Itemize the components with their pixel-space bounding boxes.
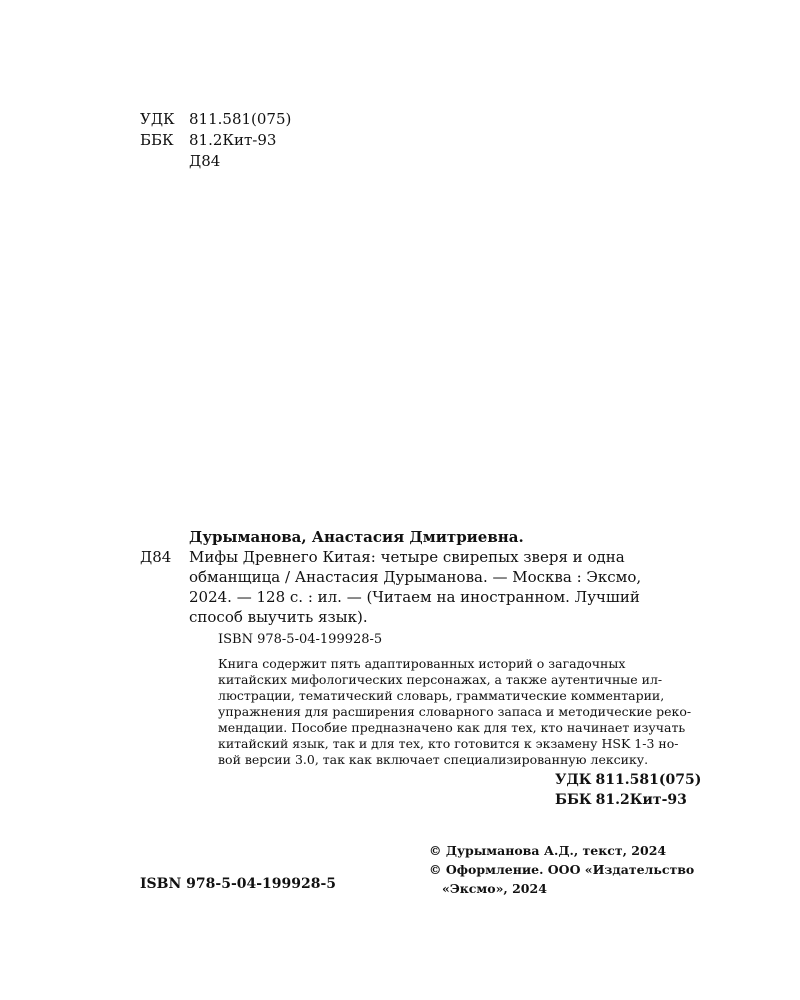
copyright-block [429,841,694,898]
author-mark-label [140,151,189,172]
annotation [218,656,691,768]
card-udc-value: 811.581(075) [595,772,702,788]
bbk-label: ББК [140,131,174,149]
udc-row [140,109,291,130]
udc-label: УДК [140,110,175,128]
annotation-line: Книга содержит пять адаптированных историй о загадочных [218,656,626,671]
annotation-line: китайских мифологических персонажах, а также аутентичные ил- [218,672,663,687]
card-bbk-value: 81.2Кит-93 [595,792,687,808]
copyright-line: © Дурыманова А.Д., текст, 2024 [429,843,667,858]
card-udc-label: УДК [555,772,592,788]
copyright-line: © Оформление. ООО «Издательство [429,862,695,877]
annotation-line: люстрации, тематический словарь, грамматические комментарии, [218,688,665,703]
isbn-bottom: ISBN 978-5-04-199928-5 [140,876,337,892]
bbk-row [140,130,291,151]
author-mark-row [140,151,291,172]
annotation-line: мендации. Пособие предназначено как для тех, кто начинает изучать [218,720,686,735]
card-bbk-label: ББК [555,792,592,808]
catalog-isbn: ISBN 978-5-04-199928-5 [218,632,383,647]
description-line: 2024. — 128 с. : ил. — (Читаем на иностранном. Лучший [189,588,640,606]
top-classification-codes [140,109,291,172]
annotation-line: вой версии 3.0, так как включает специализированную лексику. [218,752,649,767]
udc-value: 811.581(075) [189,110,292,128]
bbk-value: 81.2Кит-93 [189,131,277,149]
annotation-line: упражнения для расширения словарного запаса и методические реко- [218,704,692,719]
bibliographic-description [189,547,641,627]
author-mark-value: Д84 [189,152,221,170]
author-heading: Дурыманова, Анастасия Дмитриевна. [189,528,524,546]
catalog-author-mark: Д84 [140,548,172,566]
description-line: обманщица / Анастасия Дурыманова. — Москва : Эксмо, [189,568,642,586]
annotation-line: китайский язык, так и для тех, кто готовится к экзамену HSK 1-3 но- [218,736,679,751]
description-line: способ выучить язык). [189,608,368,626]
description-line: Мифы Древнего Китая: четыре свирепых зверя и одна [189,548,625,566]
card-udc-row [555,770,701,790]
copyright-line: «Эксмо», 2024 [442,881,547,896]
card-bbk-row [555,790,701,810]
card-classification-codes [555,770,701,810]
